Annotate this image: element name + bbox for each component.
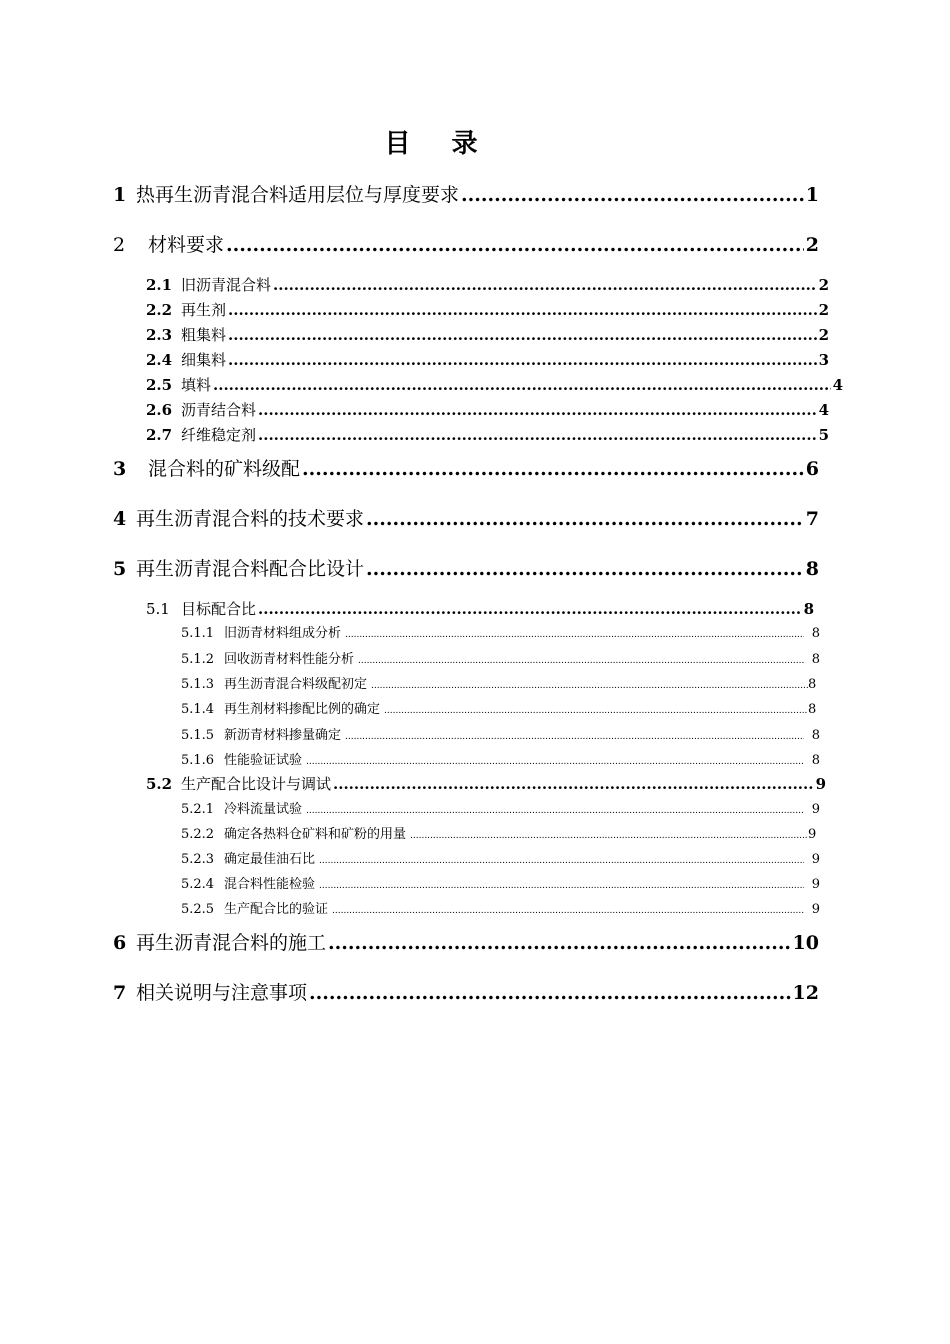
toc-number: 5.2 (146, 775, 173, 793)
dot-leader (228, 300, 817, 320)
dot-leader (461, 183, 804, 207)
toc-page: 9 (811, 902, 820, 917)
toc-entry[interactable] (113, 233, 819, 257)
toc-entry[interactable] (181, 826, 820, 845)
dot-leader (273, 275, 817, 295)
dot-leader (319, 852, 804, 870)
toc-number: 5.2.2 (181, 827, 215, 842)
toc-page: 7 (805, 508, 819, 530)
toc-title: 生产配合比的验证 (224, 902, 329, 917)
toc-number: 5.2.5 (181, 902, 215, 917)
toc-page: 2 (818, 326, 829, 344)
toc-entry[interactable] (181, 876, 820, 895)
toc-title: 再生剂 (181, 301, 227, 319)
dot-leader (328, 931, 791, 955)
toc-entry[interactable] (181, 801, 820, 820)
toc-number: 5 (113, 558, 127, 580)
toc-page: 9 (815, 775, 826, 793)
toc-number: 5.1 (146, 600, 170, 618)
dot-leader (319, 877, 804, 895)
toc-entry[interactable] (146, 599, 814, 619)
toc-number: 5.1.1 (181, 626, 215, 641)
toc-number: 2.4 (146, 351, 173, 369)
toc-page: 4 (832, 376, 843, 394)
dot-leader (258, 599, 802, 619)
toc-number: 2.3 (146, 326, 173, 344)
toc-title: 再生沥青混合料级配初定 (224, 677, 368, 692)
dot-leader (358, 652, 804, 670)
toc-number: 1 (113, 184, 127, 206)
toc-entry[interactable] (113, 507, 819, 531)
toc-page: 6 (805, 458, 819, 480)
toc-page: 9 (811, 802, 820, 817)
toc-number: 2.2 (146, 301, 173, 319)
toc-number: 5.2.4 (181, 877, 215, 892)
toc-entry[interactable] (181, 651, 820, 670)
toc-title: 材料要求 (148, 234, 225, 256)
toc-page: 9 (808, 827, 817, 842)
toc-entry[interactable] (146, 375, 843, 395)
dot-leader (302, 457, 804, 481)
toc-page: 8 (811, 728, 820, 743)
toc-number: 7 (113, 982, 127, 1004)
page-title: 目 录 (384, 129, 494, 159)
dot-leader (306, 802, 804, 820)
toc-page: 5 (818, 426, 829, 444)
toc-number: 5.1.2 (181, 652, 215, 667)
toc-page: 10 (792, 932, 819, 954)
dot-leader (384, 702, 808, 720)
toc-title: 再生沥青混合料配合比设计 (136, 558, 365, 580)
toc-page: 8 (811, 626, 820, 641)
toc-page: 1 (805, 184, 819, 206)
dot-leader (306, 753, 804, 771)
toc-page: 9 (811, 852, 820, 867)
toc-page: 8 (808, 702, 817, 717)
toc-title: 新沥青材料掺量确定 (224, 728, 342, 743)
toc-title: 纤维稳定剂 (181, 426, 257, 444)
toc-title: 沥青结合料 (181, 401, 257, 419)
toc-title: 填料 (181, 376, 212, 394)
toc-entry[interactable] (146, 300, 829, 320)
dot-leader (226, 233, 804, 257)
toc-page: 4 (818, 401, 829, 419)
dot-leader (366, 557, 804, 581)
toc-title: 生产配合比设计与调试 (181, 775, 332, 793)
toc-entry[interactable] (146, 325, 829, 345)
toc-title: 回收沥青材料性能分析 (224, 652, 355, 667)
toc-number: 2.7 (146, 426, 173, 444)
toc-title: 旧沥青材料组成分析 (224, 626, 342, 641)
dot-leader (258, 400, 817, 420)
toc-entry[interactable] (181, 676, 820, 695)
dot-leader (258, 425, 817, 445)
toc-entry[interactable] (113, 457, 819, 481)
toc-title: 冷料流量试验 (224, 802, 303, 817)
toc-title: 再生沥青混合料的施工 (136, 932, 327, 954)
toc-title: 再生剂材料掺配比例的确定 (224, 702, 381, 717)
dot-leader (366, 507, 804, 531)
toc-entry[interactable] (181, 752, 820, 771)
toc-entry[interactable] (181, 901, 820, 920)
toc-number: 5.2.1 (181, 802, 215, 817)
dot-leader (332, 902, 804, 920)
dot-leader (410, 827, 808, 845)
toc-page: 8 (805, 558, 819, 580)
dot-leader (345, 626, 804, 644)
toc-number: 2.1 (146, 276, 173, 294)
toc-number: 2 (113, 234, 126, 256)
toc-page: 8 (808, 677, 817, 692)
dot-leader (213, 375, 831, 395)
toc-entry[interactable] (113, 931, 819, 955)
toc-title: 确定各热料仓矿料和矿粉的用量 (224, 827, 407, 842)
toc-number: 2.5 (146, 376, 173, 394)
toc-title: 热再生沥青混合料适用层位与厚度要求 (136, 184, 460, 206)
toc-entry[interactable] (181, 625, 820, 644)
toc-title: 确定最佳油石比 (224, 852, 316, 867)
dot-leader (371, 677, 808, 695)
toc-page: 8 (811, 652, 820, 667)
dot-leader (309, 981, 791, 1005)
toc-title: 粗集料 (181, 326, 227, 344)
toc-entry[interactable] (181, 727, 820, 746)
toc-number: 5.1.6 (181, 753, 215, 768)
toc-title: 目标配合比 (181, 600, 257, 618)
dot-leader (228, 350, 817, 370)
toc-number: 3 (113, 458, 127, 480)
toc-title: 再生沥青混合料的技术要求 (136, 508, 365, 530)
toc-entry[interactable] (146, 400, 829, 420)
dot-leader (228, 325, 817, 345)
toc-number: 5.1.5 (181, 728, 215, 743)
toc-page: 9 (811, 877, 820, 892)
dot-leader (345, 728, 804, 746)
toc-entry[interactable] (113, 557, 819, 581)
toc-entry[interactable] (146, 350, 829, 370)
toc-page: 2 (818, 276, 829, 294)
toc-title: 混合料的矿料级配 (148, 458, 301, 480)
toc-page: 8 (803, 600, 814, 618)
toc-page: 2 (805, 234, 819, 256)
toc-title: 相关说明与注意事项 (136, 982, 308, 1004)
toc-entry[interactable] (181, 701, 820, 720)
toc-entry[interactable] (113, 183, 819, 207)
toc-title: 细集料 (181, 351, 227, 369)
toc-title: 混合料性能检验 (224, 877, 316, 892)
toc-entry[interactable] (181, 851, 820, 870)
toc-number: 4 (113, 508, 127, 530)
toc-number: 6 (113, 932, 127, 954)
toc-title: 旧沥青混合料 (181, 276, 272, 294)
toc-page: 8 (811, 753, 820, 768)
toc-number: 5.1.4 (181, 702, 215, 717)
toc-page: 3 (818, 351, 829, 369)
toc-number: 5.1.3 (181, 677, 215, 692)
toc-page: 2 (818, 301, 829, 319)
toc-entry[interactable] (146, 774, 826, 794)
toc-page: 12 (792, 982, 819, 1004)
toc-entry[interactable] (146, 275, 829, 295)
toc-number: 5.2.3 (181, 852, 215, 867)
toc-title: 性能验证试验 (224, 753, 303, 768)
toc-number: 2.6 (146, 401, 173, 419)
toc-entry[interactable] (146, 425, 829, 445)
toc-entry[interactable] (113, 981, 819, 1005)
dot-leader (333, 774, 814, 794)
